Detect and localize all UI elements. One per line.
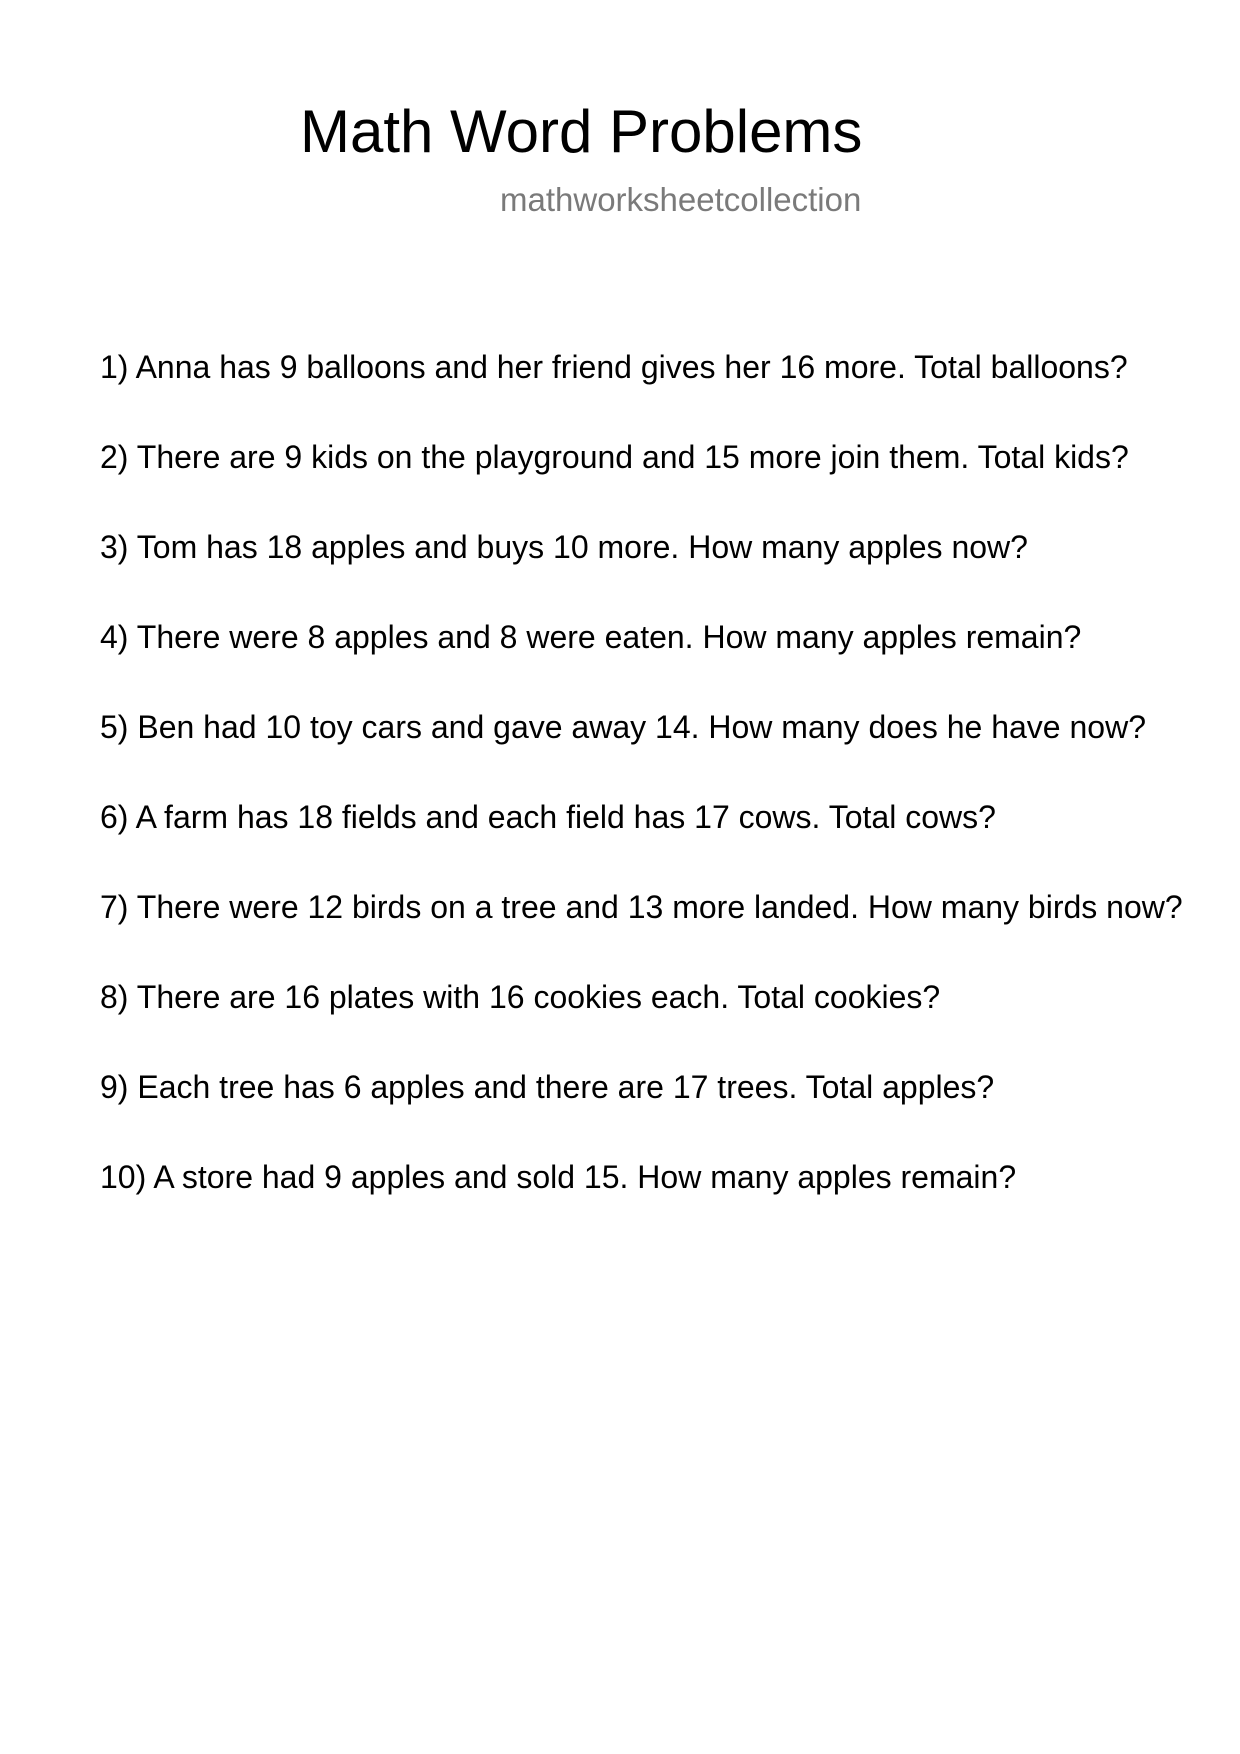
- problem-item: 4) There were 8 apples and 8 were eaten. How many apples remain?: [100, 619, 1082, 655]
- source-label: mathworksheetcollection: [500, 181, 862, 218]
- problem-item: 7) There were 12 birds on a tree and 13 more landed. How many birds now?: [100, 889, 1183, 925]
- problem-item: 6) A farm has 18 fields and each field has 17 cows. Total cows?: [100, 799, 996, 835]
- problem-item: 8) There are 16 plates with 16 cookies each. Total cookies?: [100, 979, 941, 1015]
- problem-item: 10) A store had 9 apples and sold 15. How many apples remain?: [100, 1159, 1017, 1195]
- problem-item: 5) Ben had 10 toy cars and gave away 14. How many does he have now?: [100, 709, 1146, 745]
- problem-item: 2) There are 9 kids on the playground and 15 more join them. Total kids?: [100, 439, 1129, 475]
- problem-item: 9) Each tree has 6 apples and there are 17 trees. Total apples?: [100, 1069, 995, 1105]
- problem-item: 3) Tom has 18 apples and buys 10 more. How many apples now?: [100, 529, 1028, 565]
- problem-list: [100, 347, 1240, 1247]
- page-title: Math Word Problems: [300, 98, 863, 165]
- problem-item: 1) Anna has 9 balloons and her friend gives her 16 more. Total balloons?: [100, 349, 1128, 385]
